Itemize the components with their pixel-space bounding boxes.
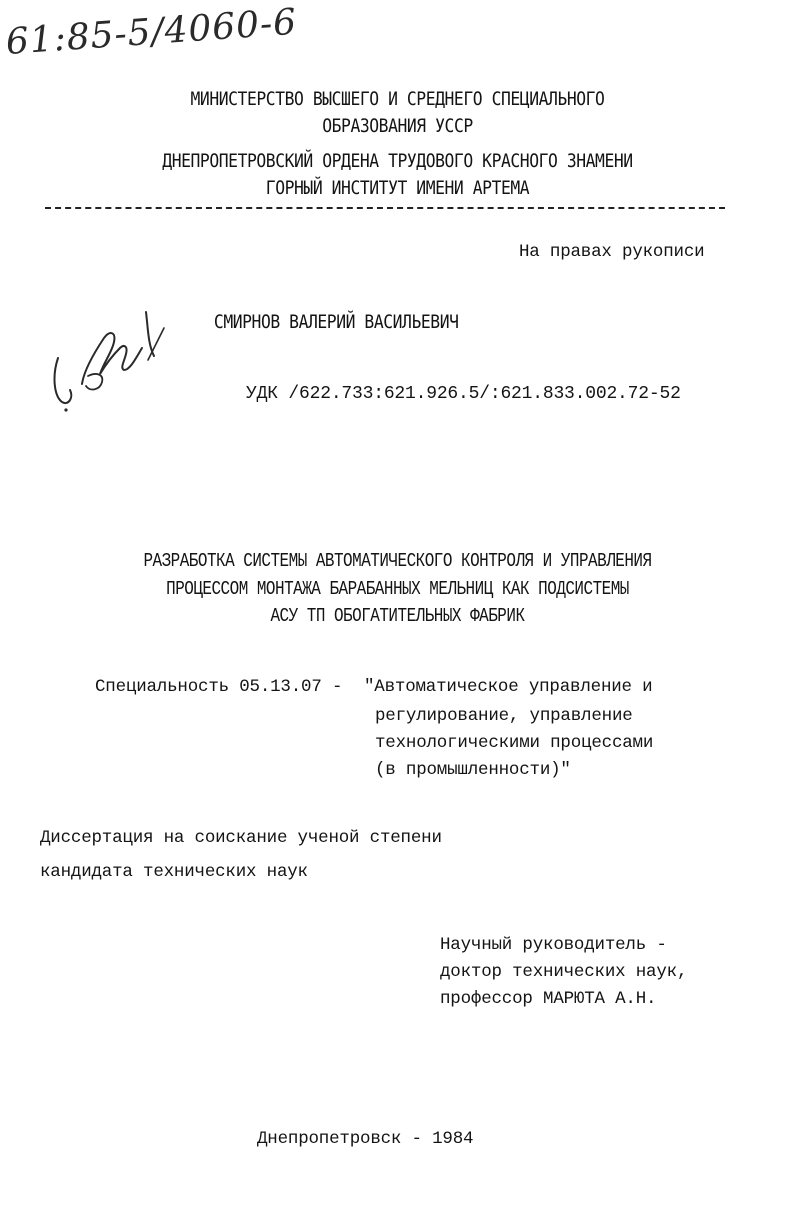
dissertation-title-line-2: ПРОЦЕССОМ МОНТАЖА БАРАБАННЫХ МЕЛЬНИЦ КАК ПОДСИСТЕМЫ <box>166 578 629 600</box>
specialty-line-1: "Автоматическое управление и <box>364 677 653 697</box>
specialty-line-4: (в промышленности)" <box>375 760 571 780</box>
specialty-label: Специальность 05.13.07 - <box>95 677 343 697</box>
specialty-line-2: регулирование, управление <box>375 706 633 726</box>
udc-code: УДК /622.733:621.926.5/:621.833.002.72-52 <box>246 384 681 404</box>
manuscript-note: На правах рукописи <box>519 242 705 262</box>
institute-line-1: ДНЕПРОПЕТРОВСКИЙ ОРДЕНА ТРУДОВОГО КРАСНОГО ЗНАМЕНИ <box>162 150 633 172</box>
dissertation-title-line-1: РАЗРАБОТКА СИСТЕМЫ АВТОМАТИЧЕСКОГО КОНТРОЛЯ И УПРАВЛЕНИЯ <box>143 550 652 572</box>
degree-line-2: кандидата технических наук <box>40 862 308 882</box>
ministry-line-2: ОБРАЗОВАНИЯ УССР <box>322 115 473 137</box>
header-divider <box>45 207 725 209</box>
city-year: Днепропетровск - 1984 <box>257 1129 474 1149</box>
supervisor-line-2: доктор технических наук, <box>440 962 688 982</box>
signature <box>44 298 174 428</box>
ministry-line-1: МИНИСТЕРСТВО ВЫСШЕГО И СРЕДНЕГО СПЕЦИАЛЬНОГО <box>190 88 605 110</box>
supervisor-line-3: профессор МАРЮТА А.Н. <box>440 989 657 1009</box>
author-name: СМИРНОВ ВАЛЕРИЙ ВАСИЛЬЕВИЧ <box>213 311 459 333</box>
dissertation-title-line-3: АСУ ТП ОБОГАТИТЕЛЬНЫХ ФАБРИК <box>270 605 525 627</box>
institute-line-2: ГОРНЫЙ ИНСТИТУТ ИМЕНИ АРТЕМА <box>265 177 530 199</box>
degree-line-1: Диссертация на соискание ученой степени <box>40 828 442 848</box>
supervisor-line-1: Научный руководитель - <box>440 935 667 955</box>
archive-number: 61:85-5/4060-6 <box>4 1 299 63</box>
specialty-line-3: технологическими процессами <box>375 733 654 753</box>
